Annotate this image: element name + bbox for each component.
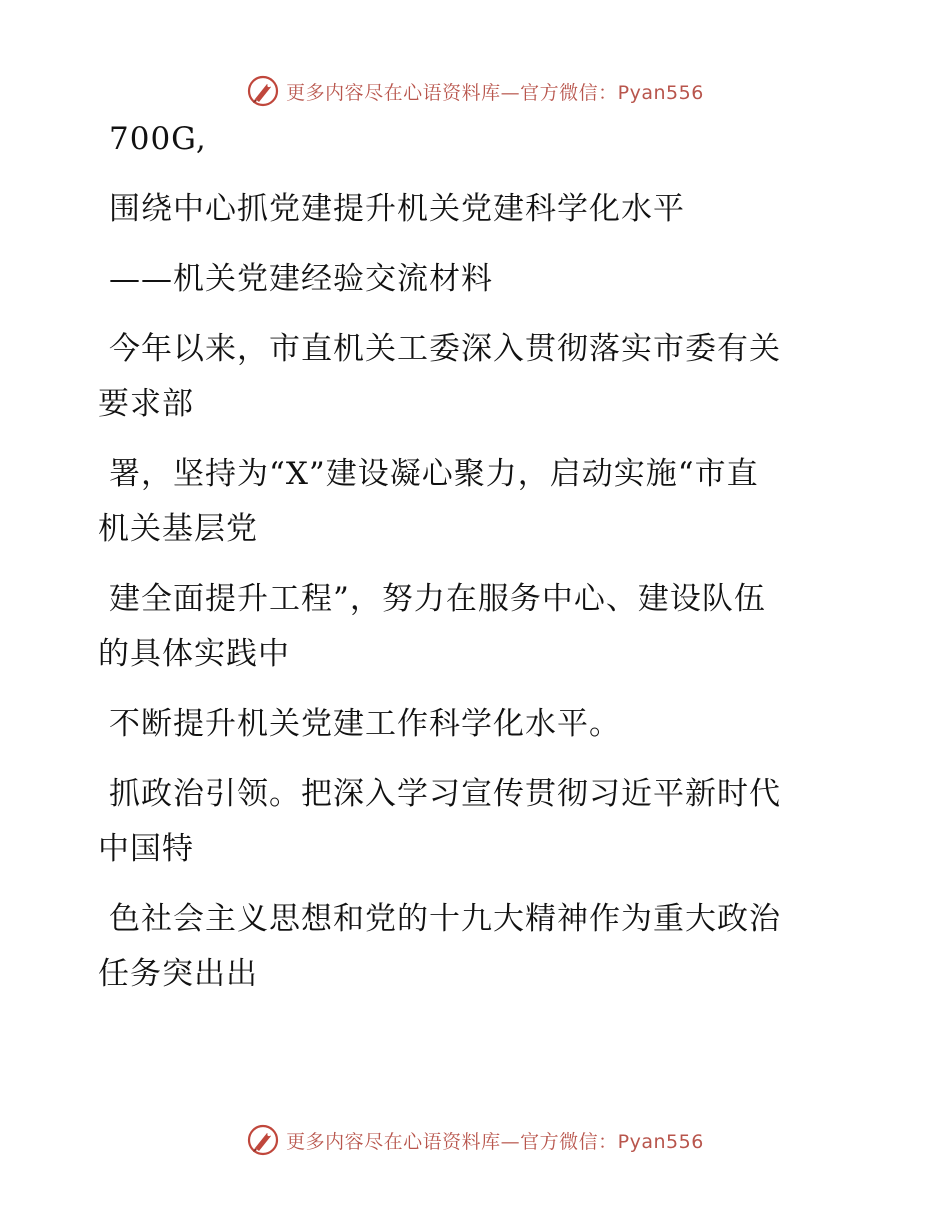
paragraph [98, 572, 858, 682]
paragraph-line: ——机关党建经验交流材料 [109, 261, 493, 297]
header-banner-suffix: 官方微信：Pyan556 [520, 81, 704, 104]
footer-banner-text [286, 1127, 704, 1154]
paragraph-line: 抓政治引领。把深入学习宣传贯彻习近平新时代 [109, 776, 781, 812]
paragraph-line: 700G, [109, 121, 207, 157]
paragraph-line: 不断提升机关党建工作科学化水平。 [109, 706, 621, 742]
paragraph [98, 447, 858, 557]
paragraph [98, 892, 858, 1002]
paragraph [98, 112, 858, 167]
footer-banner-inner [246, 1123, 704, 1157]
paragraph-line: 任务突出出 [98, 956, 258, 992]
paragraph-line: 色社会主义思想和党的十九大精神作为重大政治 [109, 901, 781, 937]
paragraph [98, 697, 858, 752]
paragraph-line: 署，坚持为“X”建设凝心聚力，启动实施“市直 [109, 456, 759, 492]
pen-logo-icon [246, 1123, 280, 1157]
paragraph-line: 建全面提升工程”，努力在服务中心、建设队伍 [109, 581, 766, 617]
footer-banner-dash: — [500, 1130, 521, 1153]
header-banner-text [286, 78, 704, 105]
paragraph-line: 要求部 [98, 386, 194, 422]
paragraph-line: 中国特 [98, 831, 194, 867]
document-body [98, 112, 858, 1017]
header-banner-dash: — [500, 81, 521, 104]
paragraph-line: 的具体实践中 [98, 636, 290, 672]
paragraph-line: 今年以来，市直机关工委深入贯彻落实市委有关 [109, 331, 781, 367]
document-title [98, 182, 858, 237]
header-banner-inner [246, 74, 704, 108]
header-banner [0, 71, 950, 111]
footer-banner-suffix: 官方微信：Pyan556 [520, 1130, 704, 1153]
paragraph-line: 围绕中心抓党建提升机关党建科学化水平 [109, 191, 685, 227]
footer-banner [0, 1120, 950, 1160]
paragraph [98, 322, 858, 432]
document-subtitle [98, 252, 858, 307]
header-banner-title: 更多内容尽在心语资料库 [286, 81, 501, 104]
footer-banner-title: 更多内容尽在心语资料库 [286, 1130, 501, 1153]
paragraph-line: 机关基层党 [98, 511, 258, 547]
pen-logo-icon [246, 74, 280, 108]
paragraph [98, 767, 858, 877]
